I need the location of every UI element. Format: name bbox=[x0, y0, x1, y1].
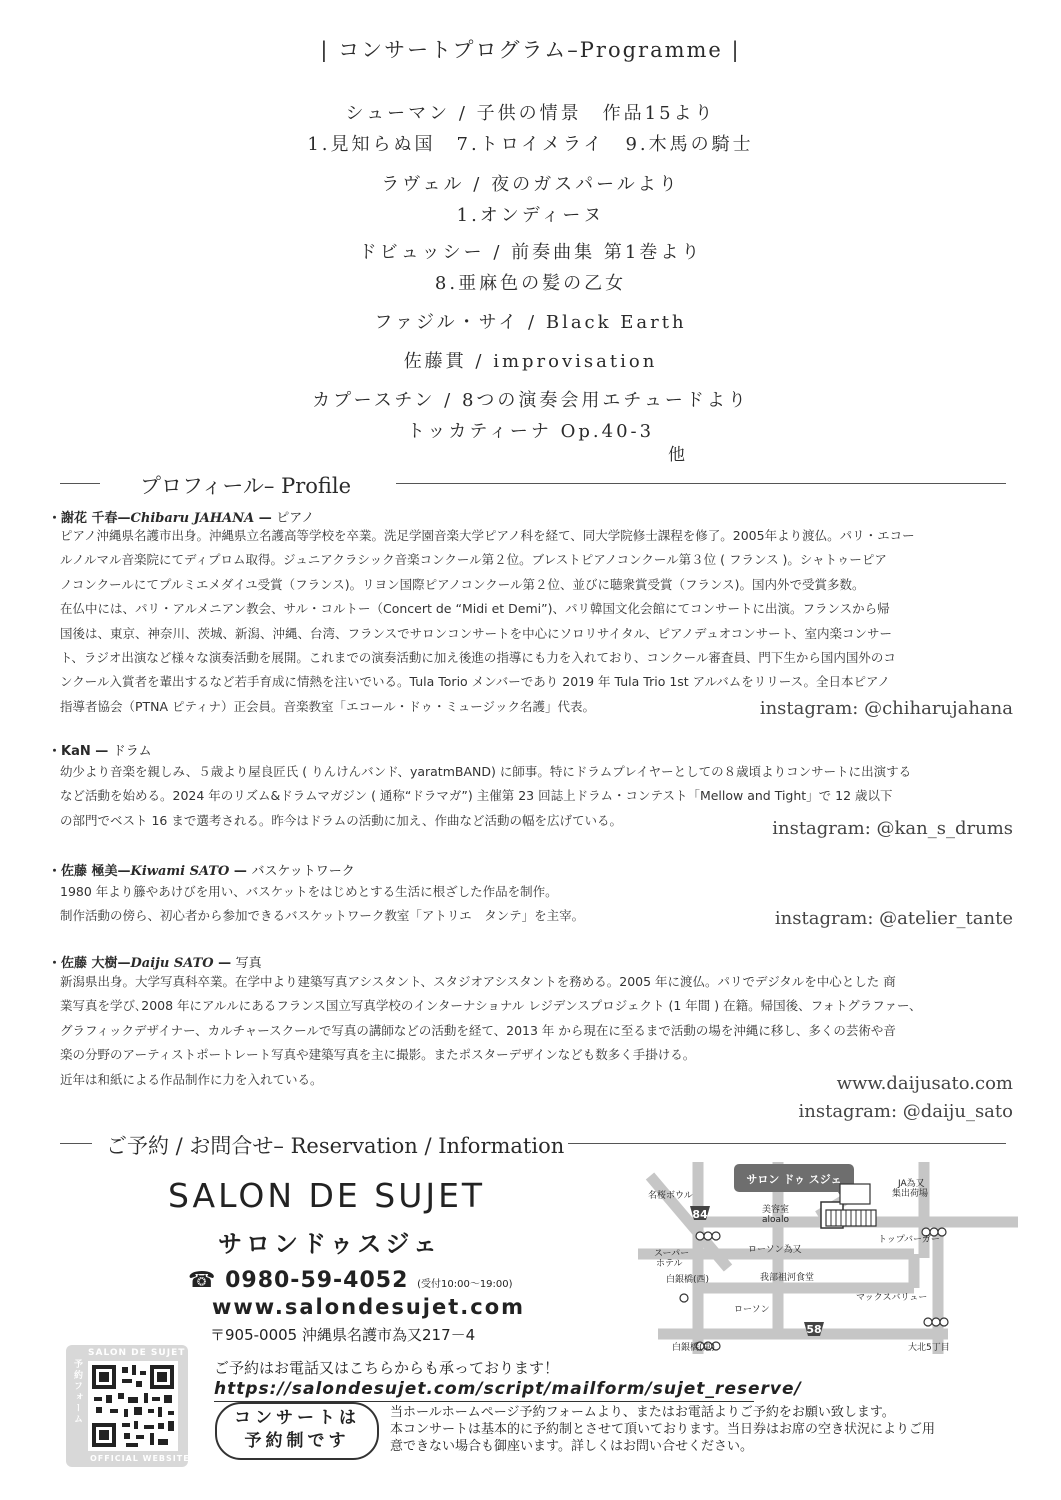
reservation-notes: 当ホールホームページ予約フォームより、またはお電話よりご予約をお願い致します。 本コンサートは基本的に予約制とさせて頂いております。当日券はお席の空き状況によりご用 意できない場合も御座います。詳しくはお問い合せください。 bbox=[390, 1405, 935, 1454]
profile-name: ・謝花 千春—Chibaru JAHANA — ピアノ bbox=[48, 511, 315, 526]
route-84-label: 84 bbox=[692, 1208, 708, 1221]
map-salon-label: サロン ドゥ スジェ bbox=[746, 1173, 842, 1186]
profile-heading: プロフィール– Profile bbox=[140, 474, 352, 498]
instagram-handle[interactable]: instagram: @daiju_sato bbox=[798, 1101, 1013, 1122]
map-label: ローソン bbox=[734, 1305, 770, 1315]
qr-side-label: 予約フォーム bbox=[72, 1359, 82, 1425]
programme-line: ファジル・サイ / Black Earth bbox=[374, 312, 687, 333]
map-label: aloalo bbox=[762, 1215, 790, 1225]
route-58-label: 58 bbox=[806, 1323, 822, 1336]
venue-address: 〒905-0005 沖縄県名護市為又217－4 bbox=[210, 1326, 476, 1344]
map-label: ホテル bbox=[656, 1259, 683, 1269]
profile-text: 新潟県出身。大学写真科卒業。在学中より建築写真アシスタント、スタジオアシスタントを務める。2005 年に渡仏。パリでデジタルを中心とした 商 業写真を学び､2008 年にアルルにあるフランス国立写真学校のインターナショナル レジデンスプロジェクト (1 年間 ) 在籍。帰国後、フォトグラファー、 グラフィックデザイナー、カルチャースクールで写真の講師などの活動を経て、2013 年 から現在に至るまで活動の場を沖縄に移し、多くの芸術や音 楽の分野のアーティストポートレート写真や建築写真を主に撮影。またポスターデザインなども数多く手掛ける。 近年は和紙による作品制作に力を入れている。 bbox=[60, 974, 922, 1087]
programme-line: シューマン / 子供の情景 作品15より bbox=[345, 103, 716, 124]
profile-text: ピアノ沖縄県名護市出身。沖縄県立名護高等学校を卒業。洗足学園音楽大学ピアノ科を経て、同大学院修士課程を修了。2005年より渡仏。パリ・エコー ルノルマル音楽院にてディプロム取得。ジュニアクラシック音楽コンクール第２位。ブレストピアノコンクール第３位 ( フランス )。シャトゥーピア ノコンクールにてプルミエメダイユ受賞（フランス)。リヨン国際ピアノコンクール第２位、並びに聴衆賞受賞（フランス)。国内外で受賞多数。 在仏中には、パリ・アルメニアン教会、サル・コルトー（Concert de “Midi et Demi”)、パリ韓国文化会館にてコンサートに出演。フランスから帰 国後は、東京、神奈川、茨城、新潟、沖縄、台湾、フランスでサロンコンサートを中心にソロリサイタル、ピアノデュオコンサート、室内楽コンサー ト、ラジオ出演など様々な演奏活動を展開。これまでの演奏活動に加え後進の指導にも力を入れており、コンクール審査員、門下生から国内国外のコ ンクール入賞者を輩出するなど若手育成に情熱を注いでいる。Tula Torio メンバーであり 2019 年 Tula Trio 1st アルバムをリリース。全日本ピアノ 指導者協会（PTNA ピティナ）正会員。音楽教室「エコール・ドゥ・ミュージック名護」代表。 bbox=[60, 528, 915, 714]
map-label: 我部祖河食堂 bbox=[760, 1273, 815, 1283]
profile-name: ・KaN — ドラム bbox=[48, 744, 152, 759]
divider bbox=[60, 483, 100, 484]
map-label: マックスバリュー bbox=[856, 1293, 928, 1303]
programme-line: 1.見知らぬ国 7.トロイメライ 9.木馬の騎士 bbox=[307, 134, 754, 155]
map-label: トップバーガー bbox=[878, 1235, 940, 1245]
instagram-handle[interactable]: instagram: @atelier_tante bbox=[774, 908, 1013, 929]
map-label: 集出荷場 bbox=[892, 1189, 929, 1199]
qr-bottom-label: OFFICIAL WEBSITE bbox=[90, 1454, 190, 1463]
phone-icon: ☎ bbox=[188, 1268, 217, 1293]
map-label: ローソン為又 bbox=[748, 1245, 802, 1255]
programme-other: 他 bbox=[668, 445, 685, 465]
divider bbox=[60, 1143, 92, 1144]
map-label: スーパー bbox=[654, 1249, 690, 1259]
venue-website[interactable]: www.salondesujet.com bbox=[212, 1295, 526, 1319]
reservation-url[interactable]: https://salondesujet.com/script/mailform/sujet_reserve/ bbox=[214, 1379, 802, 1399]
map-label: 名桜ボウル bbox=[648, 1191, 693, 1201]
divider bbox=[396, 483, 1006, 484]
instagram-handle[interactable]: instagram: @kan_s_drums bbox=[772, 818, 1013, 839]
programme-line: トッカティーナ Op.40-3 bbox=[406, 421, 655, 442]
programme-line: 1.オンディーヌ bbox=[456, 205, 605, 226]
map-label: JA為又 bbox=[898, 1179, 925, 1189]
profile-text: 1980 年より籐やあけびを用い、バスケットをはじめとする生活に根ざした作品を制作。 制作活動の傍ら、初心者から参加できるバスケットワーク教室「アトリエ タンテ」を主宰。 bbox=[60, 884, 585, 924]
programme-line: カプースチン / 8つの演奏会用エチュードより bbox=[312, 390, 749, 411]
reservation-heading: ご予約 / お問合せ– Reservation / Information bbox=[106, 1134, 565, 1158]
qr-panel[interactable] bbox=[66, 1345, 188, 1467]
profile-name: ・佐藤 極美—Kiwami SATO — バスケットワーク bbox=[48, 864, 355, 879]
map-label: 白銀橋(西) bbox=[666, 1275, 710, 1285]
programme-line: ラヴェル / 夜のガスパールより bbox=[381, 174, 680, 195]
programme-line: ドビュッシー / 前奏曲集 第1巻より bbox=[358, 242, 703, 263]
reservation-required-badge: コンサートは 予約制です bbox=[215, 1402, 379, 1460]
qr-code-icon[interactable] bbox=[88, 1361, 178, 1451]
programme-line: 佐藤貫 / improvisation bbox=[403, 351, 658, 372]
reservation-note-title: ご予約はお電話又はこちらからも承っております！ bbox=[214, 1359, 560, 1377]
profile-text: 幼少より音楽を親しみ、５歳より屋良匠氏 ( りんけんバンド、yaratmBAND) に師事。特にドラムプレイヤーとしての８歳頃よりコンサートに出演する など活動を始める。2024 年のリズム&ドラムマガジン ( 通称“ドラマガ”) 主催第 23 回誌上ドラム・コンテスト「Mellow and Tight」で 12 歳以下 の部門でベスト 16 まで選考される。昨今はドラムの活動に加え、作曲など活動の幅を広げている。 bbox=[60, 764, 912, 828]
divider bbox=[568, 1143, 1006, 1144]
phone-hours: (受付10:00～19:00) bbox=[417, 1279, 513, 1290]
map-label: 大北5丁目 bbox=[908, 1343, 950, 1353]
venue-name-jp: サロンドゥスジェ bbox=[218, 1230, 441, 1258]
access-map[interactable] bbox=[628, 1158, 1018, 1358]
programme-line: 8.亜麻色の髪の乙女 bbox=[434, 273, 627, 294]
phone-number[interactable]: ☎ 0980-59-4052 (受付10:00～19:00) bbox=[188, 1268, 513, 1293]
programme-title: | コンサートプログラム–Programme | bbox=[320, 38, 741, 62]
website-link[interactable]: www.daijusato.com bbox=[836, 1073, 1013, 1094]
profile-name: ・佐藤 大樹—Daiju SATO — 写真 bbox=[48, 956, 262, 971]
venue-name-en: SALON DE SUJET bbox=[168, 1176, 486, 1215]
instagram-handle[interactable]: instagram: @chiharujahana bbox=[759, 698, 1013, 719]
qr-top-label: SALON DE SUJET bbox=[88, 1348, 186, 1358]
map-label: 美容室 bbox=[762, 1205, 790, 1215]
map-label: 白銀橋(東) bbox=[672, 1343, 716, 1353]
